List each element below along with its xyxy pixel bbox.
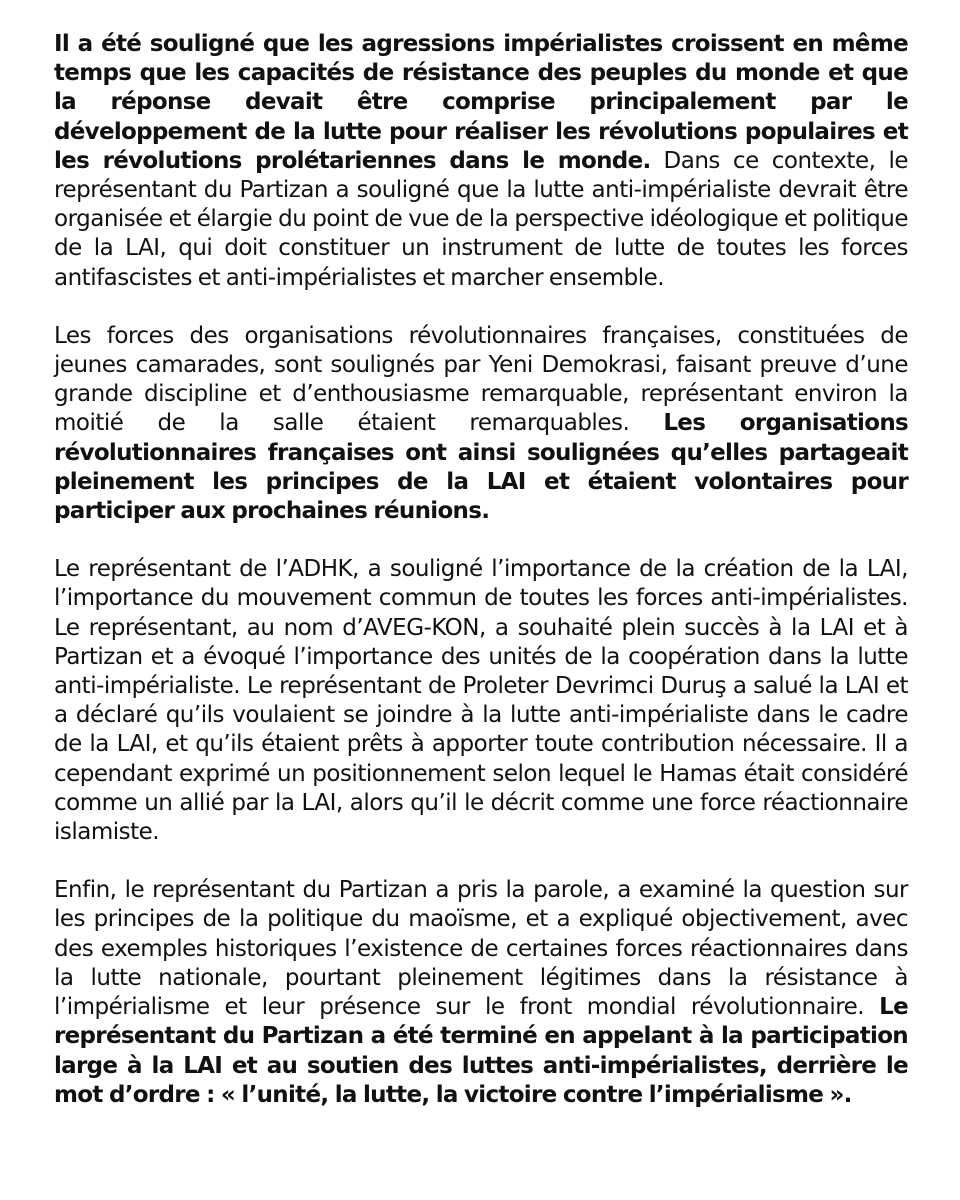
- paragraph-3-body: Le représentant de l’ADHK, a souligné l’importance de la création de la LAI, l’importance du mouvement commun de toutes les forces anti-impérialistes. Le représentant, au nom d’AVEG-KON, a souhaité plein succès à la LAI et à Partizan et a évoqué l’importance des unités de la coopération dans la lutte anti-impérialiste. Le représentant de Proleter Devrimci Duruş a salué la LAI et a déclaré qu’ils voulaient se joindre à la lutte anti-impérialiste dans le cadre de la LAI, et qu’ils étaient prêts à apporter toute contribution nécessaire. Il a cependant exprimé un positionnement selon lequel le Hamas était considéré comme un allié par la LAI, alors qu’il le décrit comme une force réactionnaire islamiste.: [54, 556, 908, 846]
- paragraph-1: [54, 30, 908, 293]
- paragraph-2-bold-conclusion: Les organisations révolutionnaires françaises ont ainsi soulignées qu’elles partageait pleinement les principes de la LAI et étaient volontaires pour participer aux prochaines réunions.: [54, 410, 908, 525]
- paragraph-3: [54, 555, 908, 847]
- paragraph-4-bold-conclusion: Le représentant du Partizan a été terminé en appelant à la participation large à la LAI et au soutien des luttes anti-impérialistes, derrière le mot d’ordre : « l’unité, la lutte, la victoire contre l’impérialisme ».: [54, 994, 908, 1108]
- paragraph-4-body: Enfin, le représentant du Partizan a pris la parole, a examiné la question sur les principes de la politique du maoïsme, et a expliqué objectivement, avec des exemples historiques l’existence de certaines forces réactionnaires dans la lutte nationale, pourtant pleinement légitimes dans la résistance à l’impérialisme et leur présence sur le front mondial révolutionnaire.: [54, 877, 908, 1021]
- paragraph-1-body: Dans ce contexte, le représentant du Partizan a souligné que la lutte anti-impérialiste devrait être organisée et élargie du point de vue de la perspective idéologique et politique de la LAI, qui doit constituer un instrument de lutte de toutes les forces antifascistes et anti-impérialistes et marcher ensemble.: [54, 147, 908, 291]
- paragraph-2: [54, 322, 908, 526]
- paragraph-4: [54, 876, 908, 1110]
- paragraph-2-body: Les forces des organisations révolutionnaires françaises, constituées de jeunes camarades, sont soulignés par Yeni Demokrasi, faisant preuve d’une grande discipline et d’enthousiasme remarquable, représentant environ la moitié de la salle étaient remarquables.: [54, 322, 908, 437]
- paragraph-1-bold-lead: Il a été souligné que les agressions impérialistes croissent en même temps que les capacités de résistance des peuples du monde et que la réponse devait être comprise principalement par le développement de la lutte pour réaliser les révolutions populaires et les révolutions prolétariennes dans le monde.: [54, 31, 908, 174]
